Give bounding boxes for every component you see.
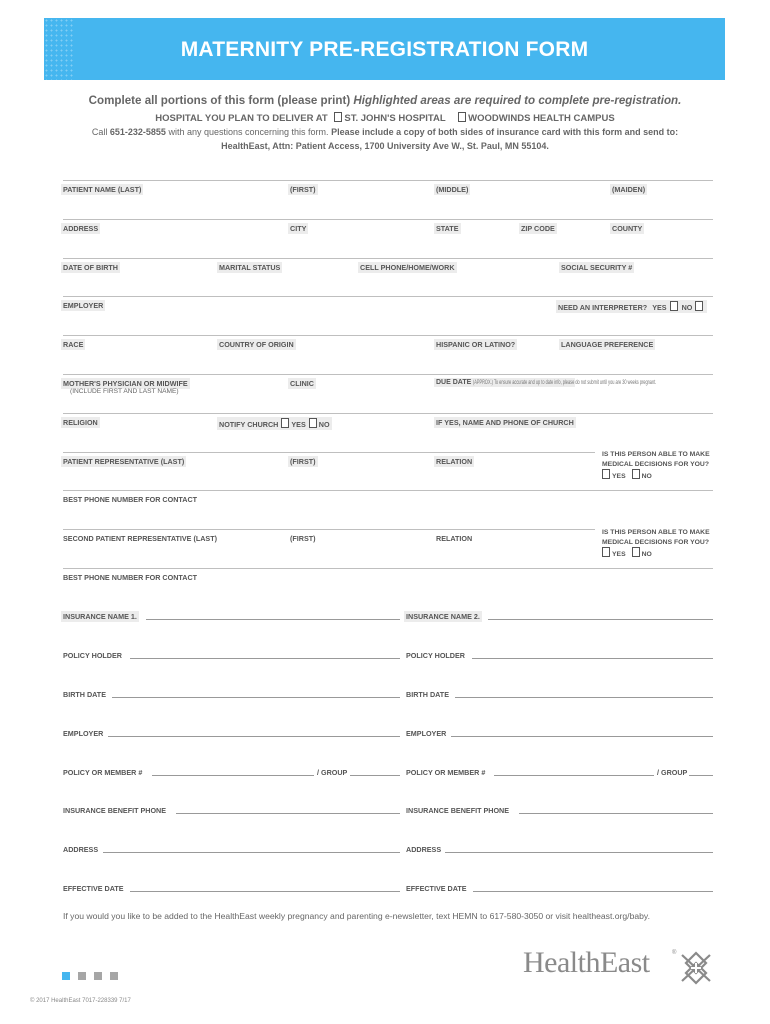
benefit-phone-2-label: INSURANCE BENEFIT PHONE: [406, 806, 510, 815]
group-2-label: / GROUP: [657, 768, 688, 777]
interpreter-label: NEED AN INTERPRETER?: [558, 303, 648, 312]
second-representative-last-label: SECOND PATIENT REPRESENTATIVE (LAST): [63, 534, 218, 543]
healtheast-logo-icon: [678, 951, 714, 985]
interpreter-yes-checkbox[interactable]: [670, 301, 678, 311]
hospital-choice: [0, 112, 770, 124]
policy-number-1-line[interactable]: [152, 775, 314, 776]
instructions: [0, 94, 770, 107]
woodwinds-checkbox[interactable]: [458, 112, 466, 122]
physician-note: (INCLUDE FIRST AND LAST NAME): [70, 388, 179, 395]
page-indicator: [78, 972, 86, 980]
effective-date-1-line[interactable]: [130, 891, 400, 892]
zip-code-label: ZIP CODE: [521, 224, 555, 233]
insurance-name-1-line[interactable]: [146, 619, 400, 620]
policy-holder-1-line[interactable]: [130, 658, 400, 659]
no-label: NO: [641, 473, 652, 480]
insurance-name-2-label: INSURANCE NAME 2.: [406, 612, 480, 621]
interpreter-no-checkbox[interactable]: [695, 301, 703, 311]
phone-number: 651-232-5855: [109, 127, 166, 137]
field-line[interactable]: [63, 219, 713, 220]
field-line[interactable]: [63, 296, 713, 297]
relation-label: RELATION: [436, 457, 473, 466]
religion-label: RELIGION: [63, 418, 98, 427]
effective-date-2-line[interactable]: [473, 891, 713, 892]
birth-date-1-line[interactable]: [112, 697, 400, 698]
insurance-address-2-label: ADDRESS: [406, 845, 442, 854]
insurance-name-1-label: INSURANCE NAME 1.: [63, 612, 137, 621]
group-1-line[interactable]: [350, 775, 400, 776]
yes-label: YES: [291, 420, 306, 429]
field-line[interactable]: [63, 413, 713, 414]
second-decision-question: [602, 528, 710, 560]
patient-maiden-name-label: (MAIDEN): [612, 185, 646, 194]
yes-label: YES: [612, 473, 626, 480]
field-line[interactable]: [63, 452, 595, 453]
field-line[interactable]: [63, 490, 713, 491]
insurance-name-2-line[interactable]: [488, 619, 713, 620]
policy-holder-2-line[interactable]: [472, 658, 713, 659]
address-label: ADDRESS: [63, 224, 99, 233]
contact-instructions: [0, 127, 770, 137]
state-label: STATE: [436, 224, 459, 233]
decision-question-line2: MEDICAL DECISIONS FOR YOU?: [602, 460, 709, 468]
insurance-employer-2-label: EMPLOYER: [406, 729, 447, 738]
language-label: LANGUAGE PREFERENCE: [561, 340, 654, 349]
notify-church-question: [217, 417, 332, 430]
marital-status-label: MARITAL STATUS: [219, 263, 281, 272]
st-johns-checkbox[interactable]: [334, 112, 342, 122]
policy-number-1-label: POLICY OR MEMBER #: [63, 768, 143, 777]
insurance-employer-1-label: EMPLOYER: [63, 729, 104, 738]
header-banner: [44, 18, 725, 80]
woodwinds-label: WOODWINDS HEALTH CAMPUS: [468, 113, 615, 124]
copyright: © 2017 HealthEast 7017-228339 7/17: [30, 998, 131, 1004]
no-label: NO: [318, 420, 330, 429]
county-label: COUNTY: [612, 224, 643, 233]
city-label: CITY: [290, 224, 307, 233]
page-indicator-active: [62, 972, 70, 980]
field-line[interactable]: [63, 529, 595, 530]
notify-church-yes-checkbox[interactable]: [281, 418, 289, 428]
interpreter-question: [556, 300, 707, 313]
group-2-line[interactable]: [689, 775, 713, 776]
decision-question-line1: IS THIS PERSON ABLE TO MAKE: [602, 529, 710, 536]
mailing-address: HealthEast, Attn: Patient Access, 1700 University Ave W., St. Paul, MN 55104.: [221, 141, 549, 151]
insurance-employer-1-line[interactable]: [108, 736, 400, 737]
employer-label: EMPLOYER: [63, 301, 104, 310]
call-prefix: Call: [91, 127, 108, 137]
field-line[interactable]: [63, 335, 713, 336]
race-label: RACE: [63, 340, 84, 349]
yes-label: YES: [652, 303, 667, 312]
no-label: NO: [641, 551, 652, 558]
policy-holder-2-label: POLICY HOLDER: [406, 651, 465, 660]
notify-church-label: NOTIFY CHURCH: [219, 420, 279, 429]
birth-date-1-label: BIRTH DATE: [63, 690, 106, 699]
ssn-label: SOCIAL SECURITY #: [561, 263, 633, 272]
instructions-text: Complete all portions of this form (please print): [88, 94, 351, 107]
policy-number-2-label: POLICY OR MEMBER #: [406, 768, 486, 777]
newsletter-note: If you would you like to be added to the HealthEast weekly pregnancy and parenting e-newsletter, text HEMN to 617-580-3050 or visit healtheast.org/baby.: [63, 911, 650, 921]
second-representative-first-label: (FIRST): [290, 534, 316, 543]
field-line[interactable]: [63, 568, 713, 569]
decision-yes-checkbox[interactable]: [602, 469, 610, 479]
insurance-address-1-label: ADDRESS: [63, 845, 99, 854]
second-decision-no-checkbox[interactable]: [632, 547, 640, 557]
decision-no-checkbox[interactable]: [632, 469, 640, 479]
notify-church-no-checkbox[interactable]: [309, 418, 317, 428]
hispanic-label: HISPANIC OR LATINO?: [436, 340, 516, 349]
group-1-label: / GROUP: [317, 768, 348, 777]
yes-label: YES: [612, 551, 626, 558]
policy-number-2-line[interactable]: [494, 775, 654, 776]
insurance-card-note: Please include a copy of both sides of insurance card with this form and send to:: [331, 127, 679, 137]
country-of-origin-label: COUNTRY OF ORIGIN: [219, 340, 294, 349]
best-phone-label: BEST PHONE NUMBER FOR CONTACT: [63, 495, 198, 504]
second-best-phone-label: BEST PHONE NUMBER FOR CONTACT: [63, 573, 198, 582]
field-line[interactable]: [63, 180, 713, 181]
church-info-label: IF YES, NAME AND PHONE OF CHURCH: [436, 418, 574, 427]
birth-date-2-label: BIRTH DATE: [406, 690, 449, 699]
policy-holder-1-label: POLICY HOLDER: [63, 651, 122, 660]
benefit-phone-2-line[interactable]: [519, 813, 713, 814]
patient-middle-name-label: (MIDDLE): [436, 185, 469, 194]
patient-last-name-label: PATIENT NAME (LAST): [63, 185, 142, 194]
patient-first-name-label: (FIRST): [290, 185, 316, 194]
healtheast-logo-text: HealthEast: [523, 946, 650, 979]
benefit-phone-1-line[interactable]: [176, 813, 400, 814]
physician-label: MOTHER'S PHYSICIAN OR MIDWIFE: [63, 379, 188, 388]
representative-first-label: (FIRST): [290, 457, 316, 466]
no-label: NO: [681, 303, 693, 312]
decision-question: [602, 450, 710, 482]
call-middle: with any questions concerning this form.: [168, 127, 329, 137]
birth-date-2-line[interactable]: [455, 697, 713, 698]
instructions-highlight-note: Highlighted areas are required to complete pre-registration.: [353, 94, 682, 107]
due-date-text: DUE DATE: [436, 379, 472, 386]
due-date-label: [434, 378, 657, 387]
due-date-note: (APPROX.) To ensure accurate and up to date info, please do not submit until you are 30 weeks pregnant.: [473, 379, 657, 386]
decision-question-line1: IS THIS PERSON ABLE TO MAKE: [602, 451, 710, 458]
hospital-label: HOSPITAL YOU PLAN TO DELIVER AT: [155, 113, 328, 124]
field-line[interactable]: [63, 374, 713, 375]
phone-label: CELL PHONE/HOME/WORK: [360, 263, 455, 272]
benefit-phone-1-label: INSURANCE BENEFIT PHONE: [63, 806, 167, 815]
insurance-address-1-line[interactable]: [103, 852, 400, 853]
form-title: MATERNITY PRE-REGISTRATION FORM: [180, 38, 589, 61]
st-johns-label: ST. JOHN'S HOSPITAL: [344, 113, 446, 124]
effective-date-1-label: EFFECTIVE DATE: [63, 884, 124, 893]
insurance-address-2-line[interactable]: [445, 852, 713, 853]
page-indicator: [110, 972, 118, 980]
insurance-employer-2-line[interactable]: [451, 736, 713, 737]
date-of-birth-label: DATE OF BIRTH: [63, 263, 118, 272]
registered-mark: ®: [672, 950, 677, 956]
effective-date-2-label: EFFECTIVE DATE: [406, 884, 467, 893]
field-line[interactable]: [63, 258, 713, 259]
second-decision-yes-checkbox[interactable]: [602, 547, 610, 557]
representative-last-label: PATIENT REPRESENTATIVE (LAST): [63, 457, 185, 466]
decision-question-line2: MEDICAL DECISIONS FOR YOU?: [602, 538, 709, 546]
page-indicator: [94, 972, 102, 980]
clinic-label: CLINIC: [290, 379, 314, 388]
second-relation-label: RELATION: [436, 534, 473, 543]
